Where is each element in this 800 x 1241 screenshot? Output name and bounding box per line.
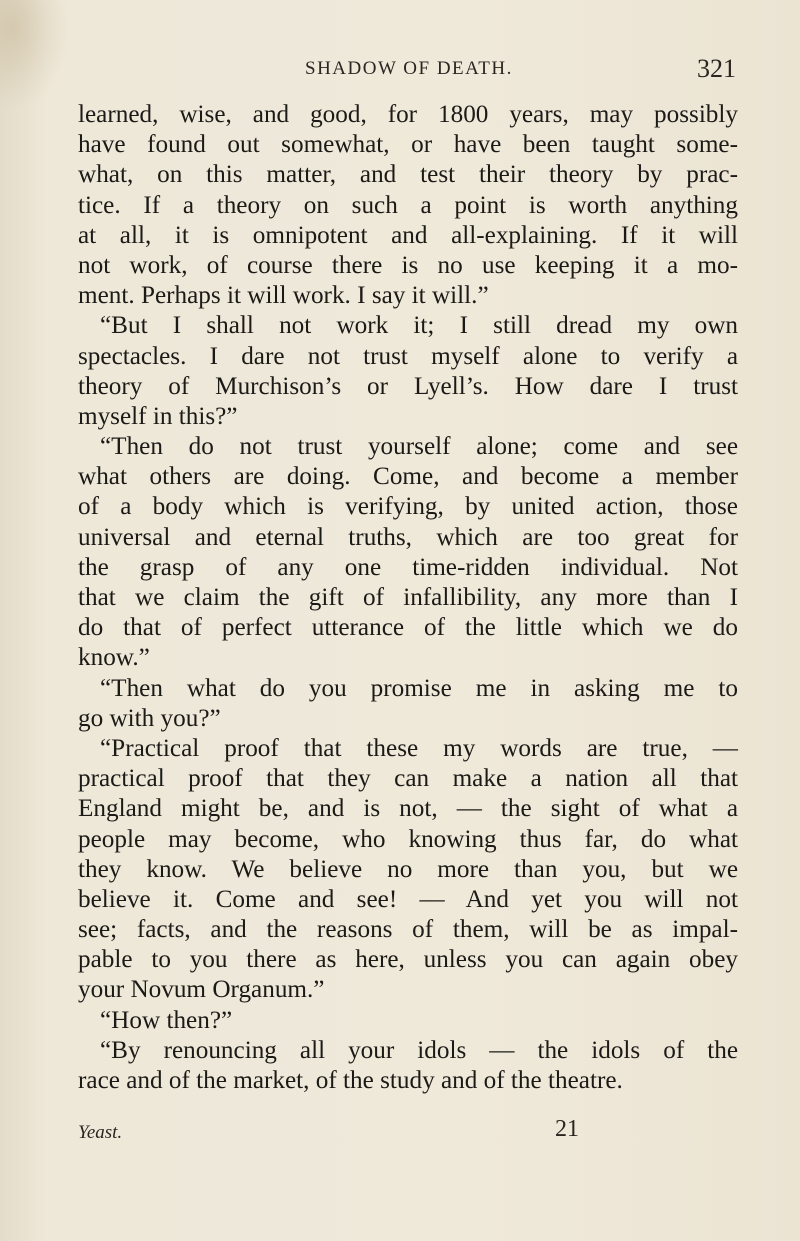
text-line: “Practical proof that these my words are true, — [100, 734, 738, 762]
text-line: see; facts, and the reasons of them, will be as impal- [78, 916, 738, 944]
page-number: 321 [697, 54, 736, 83]
text-line: know.” [78, 644, 150, 672]
text-line: “Then do not trust yourself alone; come and see [100, 433, 738, 461]
text-line: England might be, and is not, — the sight of what a [78, 795, 738, 823]
text-line: tice. If a theory on such a point is worth anything [78, 191, 738, 219]
text-line: theory of Murchison’s or Lyell’s. How dare I trust [78, 372, 738, 400]
paper-stain [0, 0, 70, 110]
text-line: learned, wise, and good, for 1800 years, may possibly [78, 101, 738, 128]
text-line: universal and eternal truths, which are too great for [78, 523, 738, 551]
text-line: ment. Perhaps it will work. I say it will.” [78, 282, 489, 310]
text-line: “By renouncing all your idols — the idols of the [100, 1036, 738, 1064]
text-line: race and of the market, of the study and of the theatre. [78, 1067, 623, 1094]
text-line: your Novum Organum.” [78, 976, 325, 1004]
text-line: “How then?” [100, 1006, 233, 1034]
text-line: practical proof that they can make a nation all that [78, 765, 738, 793]
text-line: believe it. Come and see! — And yet you will not [78, 885, 738, 913]
text-line: what, on this matter, and test their theory by prac- [78, 161, 738, 189]
text-line: go with you?” [78, 704, 221, 732]
body-text [78, 100, 738, 1096]
text-line: “Then what do you promise me in asking me to [100, 674, 738, 702]
text-line: people may become, who knowing thus far, do what [78, 825, 738, 853]
signature-number: 21 [555, 1116, 579, 1142]
signature-mark: Yeast. [78, 1122, 123, 1143]
text-line: have found out somewhat, or have been taught some- [78, 131, 738, 159]
text-line: not work, of course there is no use keeping it a mo- [78, 251, 738, 279]
text-line: “But I shall not work it; I still dread my own [100, 312, 738, 340]
text-line: pable to you there as here, unless you can again obey [78, 946, 738, 974]
text-line: spectacles. I dare not trust myself alone to verify a [78, 342, 738, 370]
text-line: at all, it is omnipotent and all-explaining. If it will [78, 221, 738, 249]
text-line: that we claim the gift of infallibility, any more than I [78, 584, 738, 611]
text-line: myself in this?” [78, 402, 238, 430]
text-line: they know. We believe no more than you, but we [78, 855, 738, 883]
text-line: the grasp of any one time-ridden individual. Not [78, 553, 738, 581]
running-head: SHADOW OF DEATH. [305, 58, 513, 79]
text-line: do that of perfect utterance of the little which we do [78, 614, 738, 642]
text-line: what others are doing. Come, and become a member [78, 463, 738, 491]
text-line: of a body which is verifying, by united action, those [78, 493, 738, 521]
